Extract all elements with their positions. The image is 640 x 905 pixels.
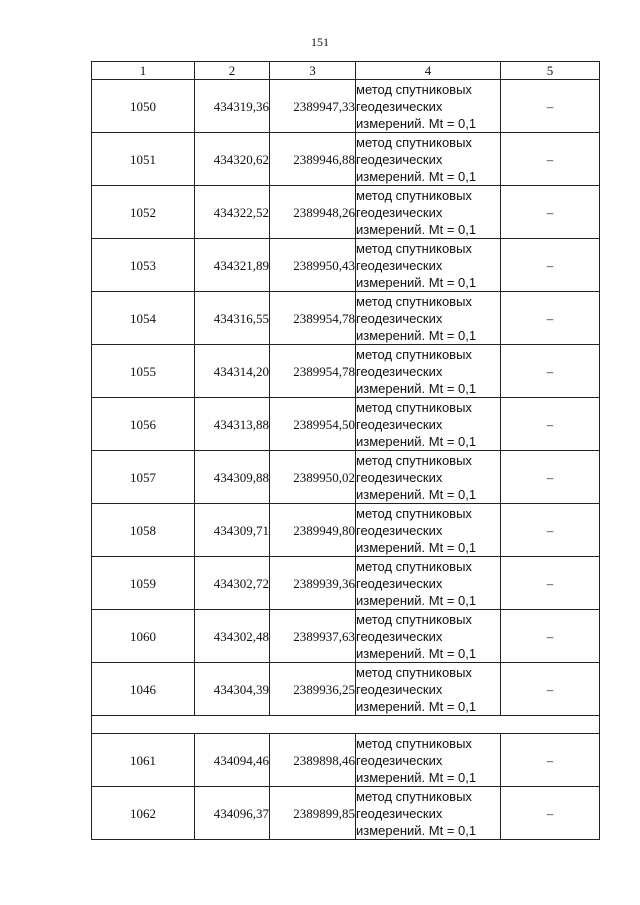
point-number-cell: 1051 (92, 133, 195, 186)
y-coordinate-cell: 2389898,46 (270, 734, 356, 787)
method-line: метод спутниковых (356, 788, 472, 804)
note-cell: – (501, 186, 600, 239)
method-line: метод спутниковых (356, 664, 472, 680)
y-coordinate-cell: 2389949,80 (270, 504, 356, 557)
method-line: метод спутниковых (356, 346, 472, 362)
method-line: метод спутниковых (356, 293, 472, 309)
method-line: измерений. Mt = 0,1 (356, 539, 477, 555)
method-line: измерений. Mt = 0,1 (356, 168, 477, 184)
method-line: измерений. Mt = 0,1 (356, 822, 477, 838)
method-cell (356, 451, 501, 504)
method-line: метод спутниковых (356, 611, 472, 627)
method-line: метод спутниковых (356, 505, 472, 521)
method-cell (356, 734, 501, 787)
column-header: 1 (92, 62, 195, 80)
y-coordinate-cell: 2389954,78 (270, 292, 356, 345)
y-coordinate-cell: 2389946,88 (270, 133, 356, 186)
method-line: геодезических (356, 522, 443, 538)
method-cell (356, 345, 501, 398)
coordinates-table (91, 61, 600, 840)
table-row (92, 787, 600, 840)
method-line: метод спутниковых (356, 558, 472, 574)
point-number-cell: 1050 (92, 80, 195, 133)
method-line: измерений. Mt = 0,1 (356, 274, 477, 290)
point-number-cell: 1046 (92, 663, 195, 716)
method-line: геодезических (356, 98, 443, 114)
note-cell: – (501, 787, 600, 840)
method-line: геодезических (356, 628, 443, 644)
method-line: геодезических (356, 204, 443, 220)
method-line: метод спутниковых (356, 735, 472, 751)
y-coordinate-cell: 2389937,63 (270, 610, 356, 663)
note-cell: – (501, 80, 600, 133)
x-coordinate-cell: 434314,20 (195, 345, 270, 398)
table-row (92, 610, 600, 663)
method-cell (356, 610, 501, 663)
method-line: измерений. Mt = 0,1 (356, 645, 477, 661)
method-cell (356, 504, 501, 557)
table-body (92, 62, 600, 840)
method-line: геодезических (356, 310, 443, 326)
method-line: метод спутниковых (356, 240, 472, 256)
method-line: геодезических (356, 363, 443, 379)
method-line: метод спутниковых (356, 81, 472, 97)
x-coordinate-cell: 434309,71 (195, 504, 270, 557)
method-line: метод спутниковых (356, 187, 472, 203)
table-row (92, 133, 600, 186)
point-number-cell: 1062 (92, 787, 195, 840)
table-row (92, 557, 600, 610)
x-coordinate-cell: 434313,88 (195, 398, 270, 451)
table-row (92, 239, 600, 292)
table-row (92, 734, 600, 787)
point-number-cell: 1053 (92, 239, 195, 292)
method-cell (356, 557, 501, 610)
y-coordinate-cell: 2389950,02 (270, 451, 356, 504)
x-coordinate-cell: 434322,52 (195, 186, 270, 239)
y-coordinate-cell: 2389950,43 (270, 239, 356, 292)
point-number-cell: 1057 (92, 451, 195, 504)
y-coordinate-cell: 2389899,85 (270, 787, 356, 840)
method-cell (356, 292, 501, 345)
column-header: 2 (195, 62, 270, 80)
method-line: измерений. Mt = 0,1 (356, 115, 477, 131)
point-number-cell: 1055 (92, 345, 195, 398)
point-number-cell: 1054 (92, 292, 195, 345)
method-line: измерений. Mt = 0,1 (356, 221, 477, 237)
method-line: измерений. Mt = 0,1 (356, 380, 477, 396)
note-cell: – (501, 504, 600, 557)
y-coordinate-cell: 2389948,26 (270, 186, 356, 239)
method-line: измерений. Mt = 0,1 (356, 433, 477, 449)
note-cell: – (501, 663, 600, 716)
note-cell: – (501, 239, 600, 292)
column-header: 3 (270, 62, 356, 80)
method-line: метод спутниковых (356, 399, 472, 415)
x-coordinate-cell: 434319,36 (195, 80, 270, 133)
point-number-cell: 1056 (92, 398, 195, 451)
method-line: геодезических (356, 151, 443, 167)
method-line: измерений. Mt = 0,1 (356, 327, 477, 343)
method-line: измерений. Mt = 0,1 (356, 698, 477, 714)
method-line: измерений. Mt = 0,1 (356, 769, 477, 785)
table-row (92, 292, 600, 345)
method-line: геодезических (356, 575, 443, 591)
x-coordinate-cell: 434304,39 (195, 663, 270, 716)
method-line: метод спутниковых (356, 134, 472, 150)
table-row (92, 345, 600, 398)
y-coordinate-cell: 2389954,50 (270, 398, 356, 451)
y-coordinate-cell: 2389947,33 (270, 80, 356, 133)
x-coordinate-cell: 434094,46 (195, 734, 270, 787)
table-row (92, 663, 600, 716)
table-row (92, 504, 600, 557)
table-row (92, 80, 600, 133)
x-coordinate-cell: 434096,37 (195, 787, 270, 840)
point-number-cell: 1061 (92, 734, 195, 787)
x-coordinate-cell: 434316,55 (195, 292, 270, 345)
x-coordinate-cell: 434320,62 (195, 133, 270, 186)
point-number-cell: 1052 (92, 186, 195, 239)
method-cell (356, 663, 501, 716)
note-cell: – (501, 292, 600, 345)
method-cell (356, 398, 501, 451)
method-line: геодезических (356, 469, 443, 485)
method-cell (356, 80, 501, 133)
note-cell: – (501, 557, 600, 610)
method-line: геодезических (356, 416, 443, 432)
y-coordinate-cell: 2389936,25 (270, 663, 356, 716)
column-header: 5 (501, 62, 600, 80)
table-row (92, 186, 600, 239)
method-line: геодезических (356, 752, 443, 768)
method-line: метод спутниковых (356, 452, 472, 468)
y-coordinate-cell: 2389954,78 (270, 345, 356, 398)
method-line: геодезических (356, 681, 443, 697)
separator-cell (92, 716, 600, 734)
x-coordinate-cell: 434302,72 (195, 557, 270, 610)
column-header: 4 (356, 62, 501, 80)
x-coordinate-cell: 434321,89 (195, 239, 270, 292)
x-coordinate-cell: 434302,48 (195, 610, 270, 663)
point-number-cell: 1059 (92, 557, 195, 610)
y-coordinate-cell: 2389939,36 (270, 557, 356, 610)
note-cell: – (501, 398, 600, 451)
method-cell (356, 133, 501, 186)
method-cell (356, 186, 501, 239)
note-cell: – (501, 345, 600, 398)
note-cell: – (501, 133, 600, 186)
table-header-row (92, 62, 600, 80)
method-cell (356, 239, 501, 292)
table-row (92, 398, 600, 451)
point-number-cell: 1060 (92, 610, 195, 663)
note-cell: – (501, 451, 600, 504)
method-line: геодезических (356, 805, 443, 821)
note-cell: – (501, 610, 600, 663)
method-line: измерений. Mt = 0,1 (356, 592, 477, 608)
note-cell: – (501, 734, 600, 787)
table-row (92, 451, 600, 504)
method-line: геодезических (356, 257, 443, 273)
method-line: измерений. Mt = 0,1 (356, 486, 477, 502)
page-number: 151 (311, 35, 329, 49)
table-separator-row (92, 716, 600, 734)
point-number-cell: 1058 (92, 504, 195, 557)
method-cell (356, 787, 501, 840)
x-coordinate-cell: 434309,88 (195, 451, 270, 504)
